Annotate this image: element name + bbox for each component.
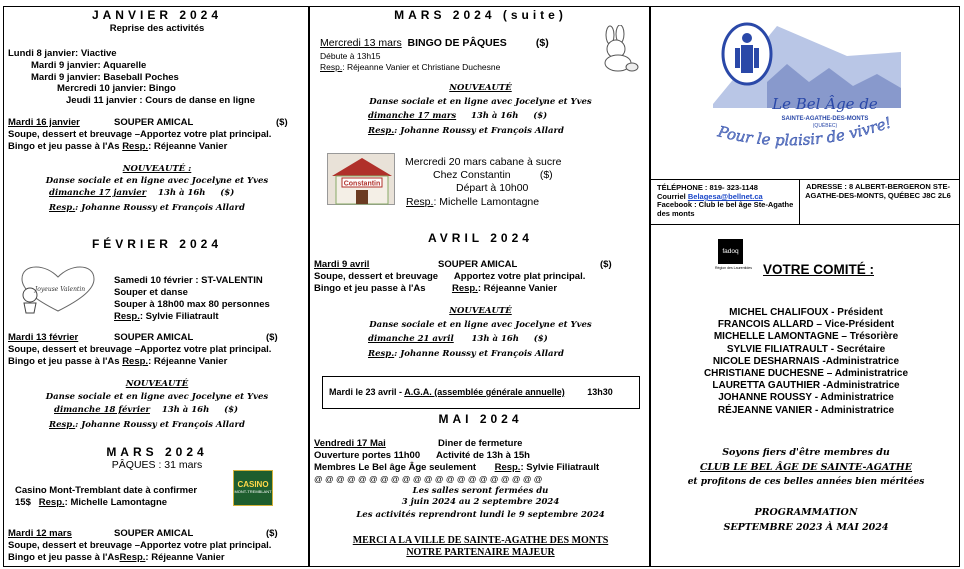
souper-date: Mardi 12 mars bbox=[8, 528, 72, 539]
april-title: AVRIL 2024 bbox=[428, 231, 533, 245]
may-event: Diner de fermeture bbox=[438, 438, 523, 449]
nouveaute-title: NOUVEAUTÉ bbox=[125, 379, 189, 389]
casino-line: 15$ Resp.: Michelle Lamontagne bbox=[15, 497, 168, 508]
souper-desc: Soupe, dessert et breuvage –Apportez votre plat principal. bbox=[8, 540, 272, 551]
at-divider: @ @ @ @ @ @ @ @ @ @ @ @ @ @ @ @ @ @ @ @ @ bbox=[314, 474, 543, 484]
casino-logo: CASINO MONT-TREMBLANT bbox=[233, 470, 273, 506]
fadoq-logo: fadoq bbox=[718, 239, 743, 264]
bunny-image bbox=[596, 25, 642, 73]
may-line: Ouverture portes 11h00 Activité de 13h à 15h bbox=[314, 450, 530, 461]
price: ($) bbox=[276, 117, 288, 128]
nouveaute-title: NOUVEAUTÉ bbox=[449, 83, 512, 93]
thanks-line: MERCI A LA VILLE DE SAINTE-AGATHE DES MONTS bbox=[352, 535, 609, 546]
souper-desc: Soupe, dessert et breuvage Apportez votre plat principal. bbox=[314, 271, 586, 282]
nouveaute-desc: Danse sociale et en ligne avec Jocelyne et Yves bbox=[369, 320, 592, 330]
cabane-line: Chez Constantin ($) bbox=[433, 169, 553, 181]
closing-club: CLUB LE BEL ÂGE DE SAINTE-AGATHE bbox=[699, 462, 913, 473]
souper-date: Mardi 9 avril bbox=[314, 259, 370, 270]
bingo-start: Débute à 13h15 bbox=[320, 51, 381, 61]
souper-title: SOUPER AMICAL bbox=[438, 259, 518, 270]
closing-line: Soyons fiers d'être membres du bbox=[722, 447, 890, 458]
january-subtitle: Reprise des activités bbox=[109, 23, 205, 34]
bingo-line: Mercredi 13 mars BINGO DE PÂQUES ($) bbox=[320, 37, 549, 49]
cabane-line: Départ à 10h00 bbox=[456, 182, 529, 194]
closed-line: Les activités reprendront lundi le 9 septembre 2024 bbox=[356, 510, 605, 520]
committee-member: CHRISTIANE DUCHESNE – Administratrice bbox=[703, 368, 909, 380]
jan-line: Jeudi 11 janvier : Cours de danse en ligne bbox=[66, 95, 256, 106]
paques-date: PÂQUES : 31 mars bbox=[111, 459, 203, 471]
feb-line: Resp.: Sylvie Filiatrault bbox=[114, 311, 219, 322]
cabane-line: Mercredi 20 mars cabane à sucre bbox=[405, 156, 562, 168]
may-title: MAI 2024 bbox=[438, 412, 523, 426]
contact-phone: TÉLÉPHONE : 819- 323-1148 bbox=[657, 183, 758, 192]
nouveaute-date: dimanche 17 mars 13h à 16h ($) bbox=[368, 111, 548, 121]
committee-member: SYLVIE FILIATRAULT - Secrétaire bbox=[726, 343, 886, 355]
column-right bbox=[650, 6, 960, 567]
svg-text:Le Bel Âge de: Le Bel Âge de bbox=[772, 95, 878, 113]
valentine-image bbox=[14, 265, 102, 315]
nouveaute-date: dimanche 21 avril 13h à 16h ($) bbox=[368, 334, 548, 344]
svg-text:Pour le plaisir de vivre!: Pour le plaisir de vivre! bbox=[716, 113, 894, 150]
fadoq-sub: Région des Laurentides bbox=[715, 266, 752, 270]
may-date: Vendredi 17 Mai bbox=[314, 438, 386, 449]
email-link[interactable]: Belagesa@bellnet.ca bbox=[687, 192, 763, 201]
jan-line: Mercredi 10 janvier: Bingo bbox=[57, 83, 176, 94]
souper-desc: Bingo et jeu passe à l'AsResp.: Réjeanne Vanier bbox=[8, 552, 225, 563]
committee-member: RÉJEANNE VANIER - Administratrice bbox=[717, 404, 895, 416]
club-logo bbox=[697, 12, 917, 160]
nouveaute-date: dimanche 17 janvier 13h à 16h ($) bbox=[49, 188, 235, 198]
feb-line: Souper et danse bbox=[114, 287, 188, 298]
march-suite-title: MARS 2024 (suite) bbox=[394, 8, 567, 22]
svg-text:SAINTE-AGATHE-DES-MONTS: SAINTE-AGATHE-DES-MONTS bbox=[781, 116, 869, 122]
nouveaute-date: dimanche 18 février 13h à 16h ($) bbox=[54, 405, 239, 415]
price: ($) bbox=[266, 332, 278, 343]
committee-member: JOHANNE ROUSSY - Administratrice bbox=[718, 392, 894, 404]
thanks-line: NOTRE PARTENAIRE MAJEUR bbox=[406, 547, 555, 558]
program-title: PROGRAMMATION bbox=[754, 507, 858, 518]
souper-desc: Soupe, dessert et breuvage –Apportez votre plat principal. bbox=[8, 129, 272, 140]
closing-line: et profitons de ces belles années bien méritées bbox=[687, 477, 925, 487]
casino-line: Casino Mont-Tremblant date à confirmer bbox=[15, 485, 198, 496]
committee-member: MICHELLE LAMONTAGNE – Trésorière bbox=[713, 331, 899, 343]
bingo-resp: Resp.: Réjeanne Vanier et Christiane Duchesne bbox=[320, 62, 501, 72]
committee-title: VOTRE COMITÉ : bbox=[763, 262, 874, 277]
aga-box bbox=[322, 376, 640, 409]
program-dates: SEPTEMBRE 2023 À MAI 2024 bbox=[723, 522, 889, 533]
souper-title: SOUPER AMICAL bbox=[114, 332, 194, 343]
souper-desc: Bingo et jeu passe à l'As Resp.: Réjeanne Vanier bbox=[8, 356, 228, 367]
contact-email: Courriel Belagesa@bellnet.ca bbox=[657, 192, 763, 201]
column-middle bbox=[309, 6, 650, 567]
nouveaute-title: NOUVEAUTÉ bbox=[449, 306, 512, 316]
svg-text:Joyeuse Valentin: Joyeuse Valentin bbox=[34, 286, 86, 293]
nouveaute-resp: Resp.: Johanne Roussy et François Allard bbox=[49, 420, 245, 430]
committee-member: MICHEL CHALIFOUX - Président bbox=[729, 307, 883, 318]
jan-line: Lundi 8 janvier: Viactive bbox=[8, 48, 117, 59]
jan-line: Mardi 9 janvier: Baseball Poches bbox=[31, 72, 179, 83]
contact-divider bbox=[799, 179, 800, 225]
closed-line: Les salles seront fermées du bbox=[412, 486, 549, 496]
column-left bbox=[3, 6, 309, 567]
nouveaute-title: NOUVEAUTÉ : bbox=[122, 164, 192, 174]
souper-desc: Soupe, dessert et breuvage –Apportez votre plat principal. bbox=[8, 344, 272, 355]
contact-facebook: Facebook : Club le bel âge Ste-Agathe des monts bbox=[657, 200, 794, 218]
may-line: Membres Le Bel âge Âge seulement Resp.: Sylvie Filiatrault bbox=[314, 462, 600, 473]
price: ($) bbox=[266, 528, 278, 539]
cabane-image bbox=[327, 153, 395, 205]
svg-text:(QUÉBEC): (QUÉBEC) bbox=[812, 123, 838, 129]
price: ($) bbox=[600, 259, 612, 270]
aga-line: Mardi le 23 avril - A.G.A. (assemblée générale annuelle) 13h30 bbox=[329, 387, 613, 397]
feb-line: Souper à 18h00 max 80 personnes bbox=[114, 299, 270, 310]
nouveaute-desc: Danse sociale et en ligne avec Jocelyne et Yves bbox=[45, 392, 269, 402]
jan-line: Mardi 9 janvier: Aquarelle bbox=[31, 60, 147, 71]
nouveaute-desc: Danse sociale et en ligne avec Jocelyne et Yves bbox=[369, 97, 592, 107]
nouveaute-resp: Resp.: Johanne Roussy et François Allard bbox=[368, 126, 564, 136]
svg-text:Constantin: Constantin bbox=[343, 180, 381, 188]
souper-title: SOUPER AMICAL bbox=[114, 528, 194, 539]
nouveaute-resp: Resp.: Johanne Roussy et François Allard bbox=[49, 203, 245, 213]
closed-line: 3 juin 2024 au 2 septembre 2024 bbox=[401, 497, 560, 507]
march-title: MARS 2024 bbox=[106, 445, 208, 459]
contact-address: ADRESSE : 8 ALBERT-BERGERON STE-AGATHE-DES-MONTS, QUÉBEC J8C 2L6 bbox=[805, 182, 951, 200]
nouveaute-resp: Resp.: Johanne Roussy et François Allard bbox=[368, 349, 564, 359]
nouveaute-desc: Danse sociale et en ligne avec Jocelyne et Yves bbox=[45, 176, 269, 186]
souper-desc: Bingo et jeu passe à l'As Resp.: Réjeanne Vanier bbox=[314, 283, 558, 294]
committee-member: LAURETTA GAUTHIER -Administratrice bbox=[712, 380, 900, 392]
souper-title: SOUPER AMICAL bbox=[114, 117, 194, 128]
january-title: JANVIER 2024 bbox=[91, 8, 223, 22]
souper-date: Mardi 16 janvier bbox=[8, 117, 80, 128]
cabane-resp: Resp.: Michelle Lamontagne bbox=[406, 196, 540, 208]
committee-list bbox=[651, 307, 960, 417]
committee-member: FRANCOIS ALLARD – Vice-Président bbox=[717, 319, 895, 331]
committee-member: NICOLE DESHARNAIS -Administratrice bbox=[712, 355, 900, 367]
february-title: FÉVRIER 2024 bbox=[91, 237, 223, 251]
souper-desc: Bingo et jeu passe à l'As Resp.: Réjeanne Vanier bbox=[8, 141, 228, 152]
souper-date: Mardi 13 février bbox=[8, 332, 79, 343]
feb-line: Samedi 10 février : ST-VALENTIN bbox=[114, 275, 263, 286]
